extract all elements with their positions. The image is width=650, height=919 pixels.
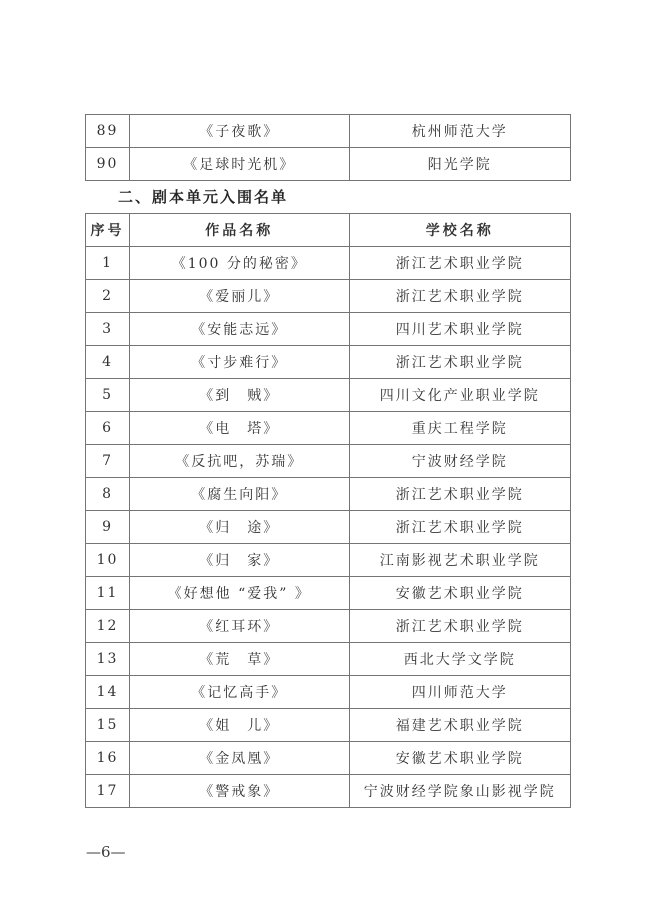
work-title-cell: 《记忆高手》 [130, 676, 349, 709]
table-row [86, 445, 571, 478]
school-name-cell: 安徽艺术职业学院 [349, 577, 570, 610]
work-title-cell: 《归 途》 [130, 511, 349, 544]
row-number-cell: 14 [86, 676, 130, 709]
script-unit-table-header [86, 214, 571, 247]
work-title-cell: 《足球时光机》 [130, 148, 349, 181]
table-row [86, 280, 571, 313]
school-name-cell: 宁波财经学院 [349, 445, 570, 478]
school-name-cell: 四川艺术职业学院 [349, 313, 570, 346]
work-title-cell: 《爱丽儿》 [130, 280, 349, 313]
table-row [86, 478, 571, 511]
row-number-cell: 5 [86, 379, 130, 412]
school-name-cell: 浙江艺术职业学院 [349, 511, 570, 544]
table-row [86, 313, 571, 346]
row-number-cell: 7 [86, 445, 130, 478]
school-name-cell: 浙江艺术职业学院 [349, 247, 570, 280]
table-row [86, 247, 571, 280]
header-work: 作品名称 [130, 214, 349, 247]
work-title-cell: 《100 分的秘密》 [130, 247, 349, 280]
work-title-cell: 《荒 草》 [130, 643, 349, 676]
school-name-cell: 浙江艺术职业学院 [349, 610, 570, 643]
row-number-cell: 2 [86, 280, 130, 313]
row-number-cell: 10 [86, 544, 130, 577]
table-row [86, 676, 571, 709]
row-number-cell: 4 [86, 346, 130, 379]
work-title-cell: 《腐生向阳》 [130, 478, 349, 511]
work-title-cell: 《红耳环》 [130, 610, 349, 643]
row-number-cell: 9 [86, 511, 130, 544]
school-name-cell: 浙江艺术职业学院 [349, 280, 570, 313]
work-title-cell: 《好想他 “爱我” 》 [130, 577, 349, 610]
work-title-cell: 《警戒象》 [130, 775, 349, 808]
row-number-cell: 8 [86, 478, 130, 511]
work-title-cell: 《金凤凰》 [130, 742, 349, 775]
row-number-cell: 3 [86, 313, 130, 346]
row-number-cell: 6 [86, 412, 130, 445]
school-name-cell: 安徽艺术职业学院 [349, 742, 570, 775]
table-row [86, 610, 571, 643]
table-row [86, 577, 571, 610]
table-row [86, 709, 571, 742]
script-unit-table-body [86, 247, 571, 808]
previous-section-table [85, 114, 571, 181]
work-title-cell: 《到 贼》 [130, 379, 349, 412]
row-number-cell: 90 [86, 148, 130, 181]
previous-section-table-body [86, 115, 571, 181]
table-row [86, 544, 571, 577]
header-school: 学校名称 [349, 214, 570, 247]
row-number-cell: 13 [86, 643, 130, 676]
school-name-cell: 重庆工程学院 [349, 412, 570, 445]
table-row [86, 115, 571, 148]
work-title-cell: 《归 家》 [130, 544, 349, 577]
header-no: 序号 [86, 214, 130, 247]
school-name-cell: 浙江艺术职业学院 [349, 478, 570, 511]
row-number-cell: 16 [86, 742, 130, 775]
table-row [86, 148, 571, 181]
table-row [86, 643, 571, 676]
table-row [86, 379, 571, 412]
script-unit-table [85, 213, 571, 808]
work-title-cell: 《电 塔》 [130, 412, 349, 445]
school-name-cell: 江南影视艺术职业学院 [349, 544, 570, 577]
school-name-cell: 福建艺术职业学院 [349, 709, 570, 742]
row-number-cell: 12 [86, 610, 130, 643]
work-title-cell: 《反抗吧，苏瑞》 [130, 445, 349, 478]
row-number-cell: 1 [86, 247, 130, 280]
school-name-cell: 四川师范大学 [349, 676, 570, 709]
school-name-cell: 杭州师范大学 [349, 115, 570, 148]
school-name-cell: 四川文化产业职业学院 [349, 379, 570, 412]
school-name-cell: 浙江艺术职业学院 [349, 346, 570, 379]
work-title-cell: 《子夜歌》 [130, 115, 349, 148]
school-name-cell: 阳光学院 [349, 148, 570, 181]
work-title-cell: 《寸步难行》 [130, 346, 349, 379]
table-row [86, 775, 571, 808]
school-name-cell: 宁波财经学院象山影视学院 [349, 775, 570, 808]
row-number-cell: 89 [86, 115, 130, 148]
row-number-cell: 11 [86, 577, 130, 610]
row-number-cell: 15 [86, 709, 130, 742]
row-number-cell: 17 [86, 775, 130, 808]
table-row [86, 511, 571, 544]
section-heading: 二、剧本单元入围名单 [118, 188, 289, 206]
header-row [86, 214, 571, 247]
table-row [86, 742, 571, 775]
table-row [86, 346, 571, 379]
school-name-cell: 西北大学文学院 [349, 643, 570, 676]
table-row [86, 412, 571, 445]
page-number: —6— [86, 843, 126, 861]
work-title-cell: 《安能志远》 [130, 313, 349, 346]
work-title-cell: 《姐 儿》 [130, 709, 349, 742]
